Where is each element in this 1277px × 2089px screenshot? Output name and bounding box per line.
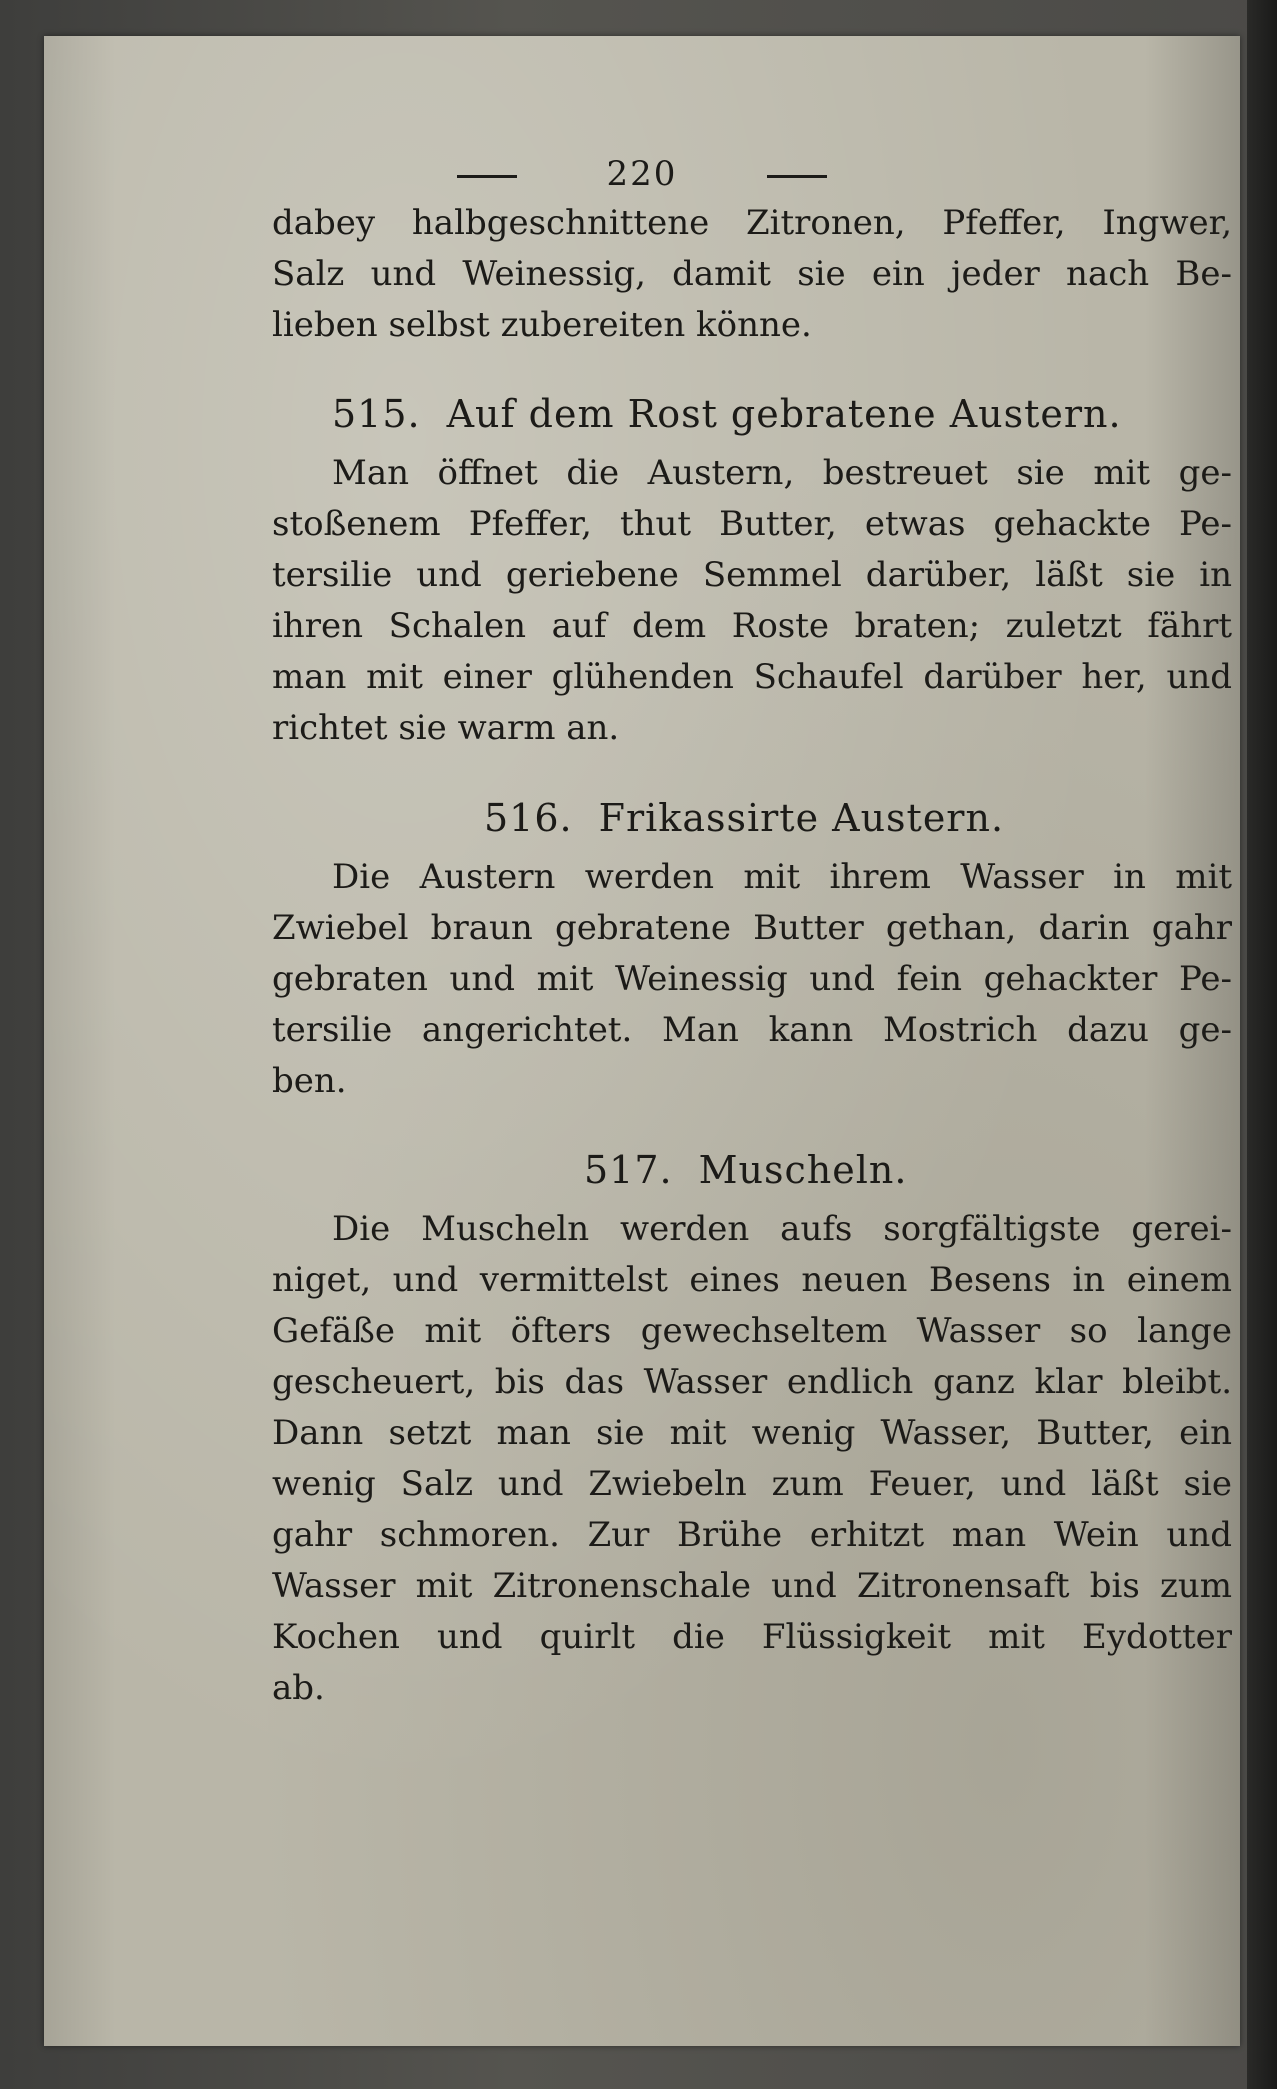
text-line: Man öffnet die Austern, bestreuet sie mit ge- [332,453,1232,493]
text-line: ihren Schalen auf dem Roste braten; zuletzt fährt [272,606,1232,646]
section-heading-516 [484,796,1004,840]
section-number: 517. [584,1148,673,1192]
continuation-paragraph [272,198,1232,351]
section-title: Muscheln. [698,1148,908,1192]
text-line: Kochen und quirlt die Flüssigkeit mit Eydotter [272,1617,1232,1657]
text-line: richtet sie warm an. [272,708,620,748]
section-heading-515 [332,392,1122,436]
header-dash-right [767,175,827,178]
text-line: tersilie und geriebene Semmel darüber, läßt sie in [272,555,1232,595]
text-line: Salz und Weinessig, damit sie ein jeder nach Be- [272,254,1232,294]
book-spine [1247,0,1277,2089]
section-heading-517 [584,1148,907,1192]
text-line: Zwiebel braun gebratene Butter gethan, darin gahr [272,908,1232,948]
section-number: 516. [484,796,573,840]
section-title: Frikassirte Austern. [598,796,1005,840]
text-line: Gefäße mit öfters gewechseltem Wasser so lange [272,1311,1232,1351]
text-line: Die Muscheln werden aufs sorgfältigste gerei- [332,1209,1232,1249]
text-line: stoßenem Pfeffer, thut Butter, etwas gehackte Pe- [272,504,1232,544]
section-body-517 [272,1204,1232,1714]
page-number: 220 [606,154,678,194]
text-line: ab. [272,1668,325,1708]
text-line: gebraten und mit Weinessig und fein gehackter Pe- [272,959,1232,999]
book-page [44,36,1240,2046]
text-line: wenig Salz und Zwiebeln zum Feuer, und läßt sie [272,1464,1232,1504]
text-line: ben. [272,1061,347,1101]
text-line: niget, und vermittelst eines neuen Besens in einem [272,1260,1232,1300]
page-header [44,154,1240,194]
section-number: 515. [332,392,421,436]
text-line: Die Austern werden mit ihrem Wasser in mit [332,857,1232,897]
text-line: Dann setzt man sie mit wenig Wasser, Butter, ein [272,1413,1232,1453]
text-line: gahr schmoren. Zur Brühe erhitzt man Wein und [272,1515,1232,1555]
text-line: tersilie angerichtet. Man kann Mostrich dazu ge- [272,1010,1232,1050]
text-line: dabey halbgeschnittene Zitronen, Pfeffer, Ingwer, [272,203,1232,243]
section-body-515 [272,448,1232,754]
text-line: lieben selbst zubereiten könne. [272,305,812,345]
text-line: gescheuert, bis das Wasser endlich ganz klar bleibt. [272,1362,1232,1402]
text-line: man mit einer glühenden Schaufel darüber her, und [272,657,1232,697]
section-body-516 [272,852,1232,1107]
section-title: Auf dem Rost gebratene Austern. [446,392,1122,436]
text-line: Wasser mit Zitronenschale und Zitronensaft bis zum [272,1566,1232,1606]
header-dash-left [457,175,517,178]
